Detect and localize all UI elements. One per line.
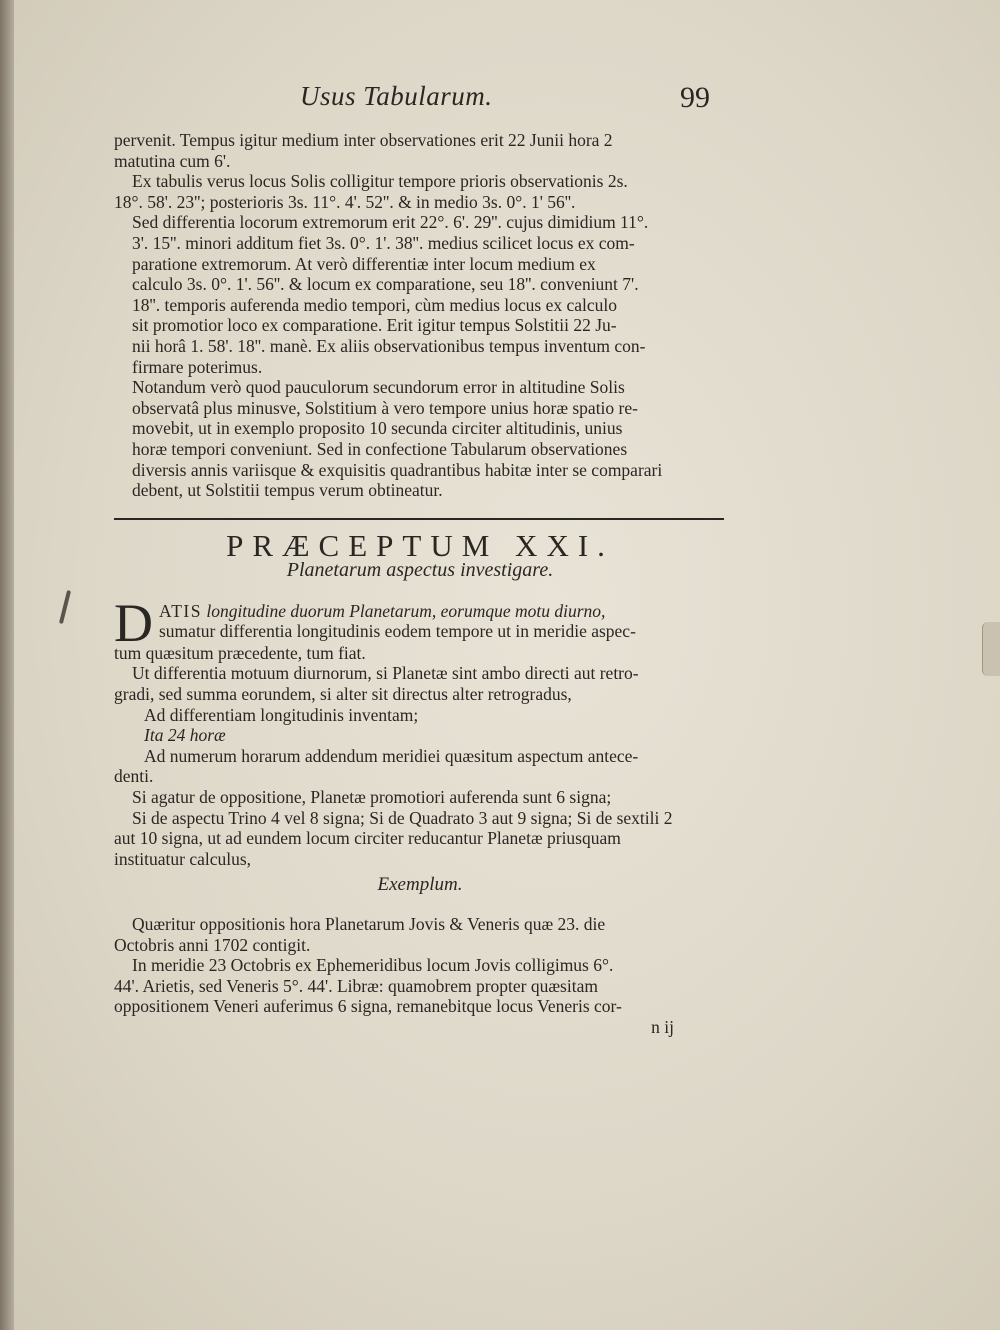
running-head: Usus Tabularum. xyxy=(300,81,493,111)
text-line: 44'. Arietis, sed Veneris 5°. 44'. Libræ: quamobrem propter quæsitam xyxy=(114,975,598,996)
italic-phrase: longitudine duorum Planetarum, eorumque motu diurno, xyxy=(206,600,606,621)
text-line: movebit, ut in exemplo proposito 10 secunda circiter altitudinis, unius xyxy=(132,418,623,439)
binding-gutter xyxy=(0,0,14,1330)
proportion-rule xyxy=(114,705,726,787)
text-line: oppositionem Veneri auferimus 6 signa, remanebitque locus Veneris cor- xyxy=(114,996,622,1017)
example-heading: Exemplum. xyxy=(377,874,463,896)
example-paragraph-2 xyxy=(114,955,726,1017)
text-line: Quæritur oppositionis hora Planetarum Jovis & Veneris quæ 23. die xyxy=(132,914,606,934)
page-edge-tab xyxy=(982,622,1000,676)
text-line: pervenit. Tempus igitur medium inter observationes erit 22 Junii hora 2 xyxy=(114,130,613,150)
text-line: debent, ut Solstitii tempus verum obtineatur. xyxy=(132,480,443,501)
section-divider xyxy=(114,518,724,520)
text-line: sumatur differentia longitudinis eodem tempore ut in meridie aspec- xyxy=(159,621,636,642)
proportion-line: Ita 24 horæ xyxy=(144,725,226,746)
text-line: In meridie 23 Octobris ex Ephemeridibus locum Jovis colligimus 6°. xyxy=(132,955,614,976)
text-line: denti. xyxy=(114,766,154,787)
pencil-mark xyxy=(59,590,71,624)
paragraph-3 xyxy=(114,212,726,377)
catchword: n ij xyxy=(651,1016,674,1037)
text-line: sit promotior loco ex comparatione. Erit igitur tempus Solstitii 22 Ju- xyxy=(132,315,617,336)
text-line: firmare poterimus. xyxy=(132,356,263,377)
text-line: Notandum verò quod pauculorum secundorum error in altitudine Solis xyxy=(132,377,625,398)
text-line: Octobris anni 1702 contigit. xyxy=(114,934,311,955)
text-line: matutina cum 6'. xyxy=(114,150,231,171)
text-line: tum quæsitum præcedente, tum fiat. xyxy=(114,642,366,663)
text-line: observatâ plus minusve, Solstitium à vero tempore unius horæ spatio re- xyxy=(132,397,638,418)
example-paragraph-1 xyxy=(114,914,726,955)
drop-cap: D xyxy=(114,592,153,653)
proportion-line: Ad numerum horarum addendum meridiei quæsitum aspectum antece- xyxy=(144,745,639,766)
text-block xyxy=(114,80,726,1038)
page-header xyxy=(114,80,726,130)
text-line: horæ tempori conveniunt. Sed in confectione Tabularum observationes xyxy=(132,438,628,459)
page-number: 99 xyxy=(680,81,710,114)
text-line: Sed differentia locorum extremorum erit 22°. 6'. 29''. cujus dimidium 11°. xyxy=(132,212,649,233)
text-line: diversis annis variisque & exquisitis quadrantibus habitæ inter se comparari xyxy=(132,459,663,480)
section-title: PRÆCEPTUM XXI. xyxy=(226,527,614,563)
opposition-paragraph xyxy=(114,787,726,869)
text-line: nii horâ 1. 58'. 18''. manè. Ex aliis observationibus tempus inventum con- xyxy=(132,335,646,356)
paragraph-4 xyxy=(114,377,726,501)
paragraph-1 xyxy=(114,130,726,171)
text-line: Si de aspectu Trino 4 vel 8 signa; Si de Quadrato 3 aut 9 signa; Si de sextili 2 xyxy=(132,807,673,828)
text-line: Ut differentia motuum diurnorum, si Planetæ sint ambo directi aut retro- xyxy=(132,663,639,684)
text-line: Si agatur de oppositione, Planetæ promotiori auferenda sunt 6 signa; xyxy=(132,787,612,808)
text-line: 3'. 15''. minori additum fiet 3s. 0°. 1'. 38''. medius scilicet locus ex com- xyxy=(132,232,635,253)
proportion-line: Ad differentiam longitudinis inventam; xyxy=(144,704,419,725)
text-line: aut 10 signa, ut ad eundem locum circiter reducantur Planetæ priusquam xyxy=(114,828,621,849)
text-line: paratione extremorum. At verò differentiæ inter locum medium ex xyxy=(132,253,596,274)
text-line: calculo 3s. 0°. 1'. 56''. & locum ex comparatione, seu 18''. conveniunt 7'. xyxy=(132,274,639,295)
text-line: 18°. 58'. 23''; posterioris 3s. 11°. 4'. 52''. & in medio 3s. 0°. 1' 56''. xyxy=(114,191,576,212)
rule-intro-paragraph xyxy=(114,663,726,704)
paragraph-2 xyxy=(114,171,726,212)
intro-paragraph xyxy=(114,592,726,664)
text-line: instituatur calculus, xyxy=(114,848,252,869)
text-line: 18''. temporis auferenda medio tempori, cùm medius locus ex calculo xyxy=(132,294,617,315)
small-caps-word: ATIS xyxy=(159,600,202,621)
section-subtitle: Planetarum aspectus investigare. xyxy=(286,559,554,582)
text-line xyxy=(114,601,726,622)
text-line: gradi, sed summa eorundem, si alter sit directus alter retrogradus, xyxy=(114,684,572,705)
text-line: Ex tabulis verus locus Solis colligitur tempore prioris observationis 2s. xyxy=(132,171,628,192)
